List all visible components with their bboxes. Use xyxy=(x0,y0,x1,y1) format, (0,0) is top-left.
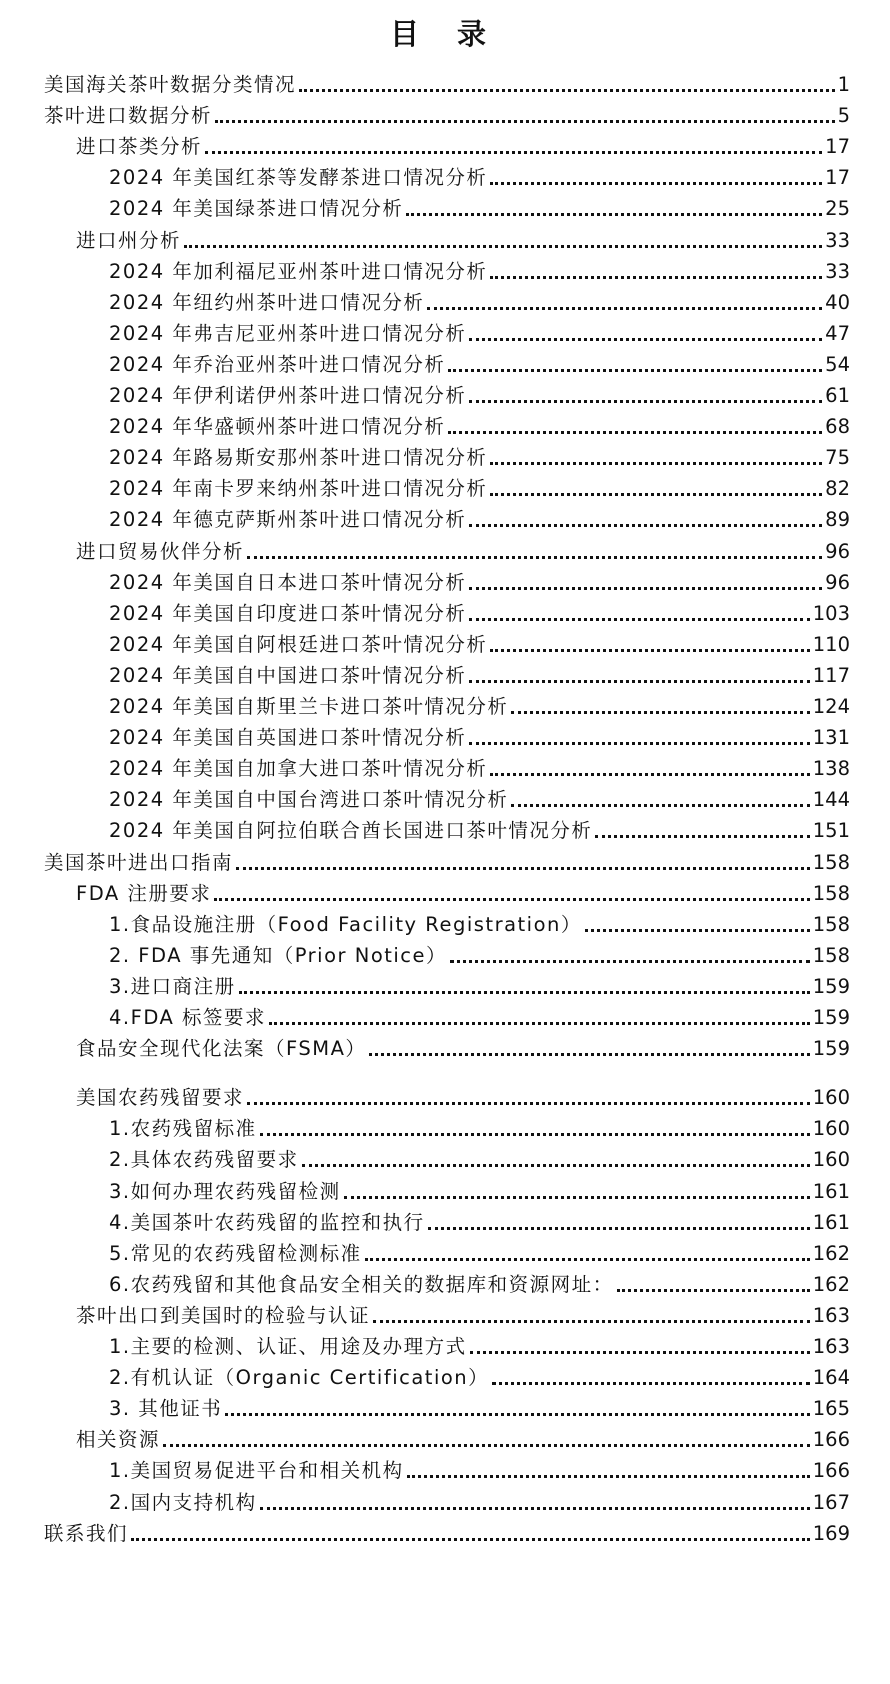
dot-leader xyxy=(373,1320,810,1323)
toc-entry-page-number: 160 xyxy=(812,1117,850,1141)
toc-entry-label: 2024 年美国自阿根廷进口茶叶情况分析 xyxy=(109,632,488,656)
dot-leader xyxy=(595,835,809,838)
toc-entry[interactable] xyxy=(109,378,850,408)
toc-entry[interactable] xyxy=(76,1080,850,1110)
toc-entry-label: 2024 年美国绿茶进口情况分析 xyxy=(109,197,404,221)
dot-leader xyxy=(469,400,822,403)
dot-leader xyxy=(407,1475,810,1478)
toc-entry-label: 联系我们 xyxy=(44,1521,129,1545)
toc-entry-label: 2.国内支持机构 xyxy=(109,1490,257,1514)
toc-entry[interactable] xyxy=(44,98,850,128)
toc-entry-label: 2024 年美国自斯里兰卡进口茶叶情况分析 xyxy=(109,695,509,718)
toc-entry[interactable] xyxy=(109,1000,850,1030)
toc-entry-label: 4.FDA 标签要求 xyxy=(109,1006,267,1029)
dot-leader xyxy=(302,1164,810,1167)
toc-entry[interactable] xyxy=(109,969,850,999)
dot-leader xyxy=(427,307,822,310)
toc-entry[interactable] xyxy=(109,1391,850,1421)
toc-entry-page-number: 1 xyxy=(837,73,850,96)
toc-entry-label: 3.如何办理农药残留检测 xyxy=(109,1179,341,1203)
toc-entry[interactable] xyxy=(109,1174,850,1204)
toc-entry-label: 进口茶类分析 xyxy=(76,135,203,159)
toc-entry-label: 茶叶进口数据分析 xyxy=(44,104,213,128)
dot-leader xyxy=(490,276,822,279)
toc-entry[interactable] xyxy=(44,67,850,97)
toc-entry-label: 食品安全现代化法案（FSMA） xyxy=(76,1037,367,1061)
toc-entry-page-number: 158 xyxy=(812,943,850,967)
toc-entry-page-number: 162 xyxy=(812,1241,850,1265)
toc-entry-page-number: 161 xyxy=(812,1210,850,1234)
toc-entry-page-number: 117 xyxy=(812,663,850,687)
toc-entry[interactable] xyxy=(109,409,850,439)
toc-entry-page-number: 25 xyxy=(825,197,850,221)
dot-leader xyxy=(260,1133,810,1136)
dot-leader xyxy=(490,649,809,652)
toc-entry-page-number: 54 xyxy=(825,352,850,376)
toc-entry-page-number: 110 xyxy=(812,632,850,656)
toc-entry-label: 4.美国茶叶农药残留的监控和执行 xyxy=(109,1210,425,1234)
toc-entry-label: 2024 年美国红茶等发酵茶进口情况分析 xyxy=(109,166,488,190)
toc-entry[interactable] xyxy=(109,347,850,377)
dot-leader xyxy=(344,1196,810,1199)
toc-entry-page-number: 151 xyxy=(812,819,850,843)
dot-leader xyxy=(469,618,809,621)
dot-leader xyxy=(163,1444,810,1447)
toc-entry[interactable] xyxy=(109,160,850,190)
toc-entry-label: 2024 年美国自中国进口茶叶情况分析 xyxy=(109,663,467,687)
toc-entry[interactable] xyxy=(76,1031,850,1061)
toc-entry-label: 进口贸易伙伴分析 xyxy=(76,539,245,563)
toc-entry[interactable] xyxy=(109,907,850,937)
dot-leader xyxy=(490,773,809,776)
toc-entry-page-number: 17 xyxy=(825,135,850,159)
dot-leader xyxy=(428,1227,810,1230)
toc-entry-page-number: 159 xyxy=(812,974,850,998)
toc-entry-label: 茶叶出口到美国时的检验与认证 xyxy=(76,1303,371,1327)
toc-entry[interactable] xyxy=(44,845,850,875)
toc-entry-page-number: 61 xyxy=(825,384,850,407)
dot-leader xyxy=(492,1382,810,1385)
toc-entry-label: 2024 年美国自中国台湾进口茶叶情况分析 xyxy=(109,788,509,812)
toc-entry-label: 1.农药残留标准 xyxy=(109,1117,257,1141)
toc-entry-page-number: 163 xyxy=(812,1303,850,1327)
toc-entry[interactable] xyxy=(76,876,850,906)
toc-entry-page-number: 169 xyxy=(812,1521,850,1545)
dot-leader xyxy=(469,680,809,683)
dot-leader xyxy=(470,1351,810,1354)
toc-entry-page-number: 131 xyxy=(812,726,850,750)
toc-entry-label: 2024 年美国自日本进口茶叶情况分析 xyxy=(109,570,467,594)
toc-entry-label: 相关资源 xyxy=(76,1428,161,1452)
dot-leader xyxy=(511,804,809,807)
dot-leader xyxy=(239,991,810,994)
toc-entry-page-number: 160 xyxy=(812,1148,850,1172)
toc-entry[interactable] xyxy=(109,751,850,781)
toc-entry-page-number: 17 xyxy=(825,166,850,190)
toc-entry[interactable] xyxy=(109,1360,850,1390)
toc-entry-label: 美国茶叶进出口指南 xyxy=(44,850,234,874)
toc-entry-page-number: 161 xyxy=(812,1179,850,1203)
toc-entry-label: 5.常见的农药残留检测标准 xyxy=(109,1241,362,1265)
toc-entry-page-number: 5 xyxy=(837,104,850,128)
toc-entry[interactable] xyxy=(109,1111,850,1141)
toc-entry-label: 3.进口商注册 xyxy=(109,974,236,998)
toc-entry-page-number: 68 xyxy=(825,415,850,439)
page-title: 目 录 xyxy=(389,17,501,51)
toc-entry-label: 2024 年伊利诺伊州茶叶进口情况分析 xyxy=(109,384,467,407)
toc-entry-page-number: 33 xyxy=(825,259,850,283)
toc-entry-label: 2024 年德克萨斯州茶叶进口情况分析 xyxy=(109,508,467,532)
dot-leader xyxy=(448,431,822,434)
toc-entry-page-number: 158 xyxy=(812,850,850,874)
toc-entry-page-number: 163 xyxy=(812,1335,850,1358)
toc-entry-page-number: 159 xyxy=(812,1037,850,1061)
toc-entry[interactable] xyxy=(109,782,850,812)
toc-entry[interactable] xyxy=(109,938,850,968)
toc-entry-page-number: 167 xyxy=(812,1490,850,1514)
toc-entry[interactable] xyxy=(109,1453,850,1483)
toc-entry[interactable] xyxy=(109,471,850,501)
toc-entry-page-number: 144 xyxy=(812,788,850,812)
toc-entry-page-number: 96 xyxy=(825,539,850,563)
dot-leader xyxy=(469,338,822,341)
dot-leader xyxy=(225,1413,809,1416)
toc-entry-label: 3. 其他证书 xyxy=(109,1397,223,1421)
toc-entry[interactable] xyxy=(44,1516,850,1546)
toc-entry-label: 美国农药残留要求 xyxy=(76,1086,245,1110)
toc-entry[interactable] xyxy=(76,1298,850,1328)
toc-entry-label: 1.主要的检测、认证、用途及办理方式 xyxy=(109,1335,467,1358)
toc-entry[interactable] xyxy=(76,129,850,159)
toc-entry[interactable] xyxy=(109,596,850,626)
toc-entry-label: 2024 年美国自英国进口茶叶情况分析 xyxy=(109,726,467,750)
dot-leader xyxy=(365,1258,810,1261)
toc-entry-label: 2024 年美国自加拿大进口茶叶情况分析 xyxy=(109,757,488,781)
toc-entry-label: 2024 年南卡罗来纳州茶叶进口情况分析 xyxy=(109,477,488,501)
dot-leader xyxy=(215,120,835,123)
dot-leader xyxy=(511,711,809,714)
toc-entry-page-number: 138 xyxy=(812,757,850,781)
dot-leader xyxy=(214,898,809,901)
toc-entry[interactable] xyxy=(109,1329,850,1359)
dot-leader xyxy=(236,867,810,870)
toc-entry-label: 2024 年加利福尼亚州茶叶进口情况分析 xyxy=(109,259,488,283)
toc-entry-page-number: 165 xyxy=(812,1397,850,1421)
toc-entry[interactable] xyxy=(109,440,850,470)
toc-entry-page-number: 162 xyxy=(812,1272,850,1296)
toc-entry[interactable] xyxy=(109,627,850,657)
dot-leader xyxy=(490,493,822,496)
dot-leader xyxy=(490,182,822,185)
toc-entry-page-number: 158 xyxy=(812,881,850,905)
toc-entry-label: 2024 年路易斯安那州茶叶进口情况分析 xyxy=(109,446,488,470)
toc-entry[interactable] xyxy=(109,1485,850,1515)
dot-leader xyxy=(469,524,822,527)
toc-entry-page-number: 82 xyxy=(825,477,850,501)
toc-entry-page-number: 160 xyxy=(812,1086,850,1110)
toc-entry-label: 美国海关茶叶数据分类情况 xyxy=(44,73,297,96)
toc-entry-label: 2024 年纽约州茶叶进口情况分析 xyxy=(109,290,425,314)
dot-leader xyxy=(490,462,822,465)
toc-entry-label: FDA 注册要求 xyxy=(76,881,212,905)
toc-entry-page-number: 166 xyxy=(812,1428,850,1452)
toc-entry-page-number: 166 xyxy=(812,1459,850,1483)
dot-leader xyxy=(450,960,810,963)
toc-entry[interactable] xyxy=(109,1205,850,1235)
toc-entry[interactable] xyxy=(109,658,850,688)
toc-entry-label: 2024 年乔治亚州茶叶进口情况分析 xyxy=(109,352,446,376)
toc-entry-page-number: 103 xyxy=(812,601,850,625)
dot-leader xyxy=(299,89,835,92)
dot-leader xyxy=(247,556,822,559)
toc-entry[interactable] xyxy=(109,1142,850,1172)
toc-entry-label: 2024 年华盛顿州茶叶进口情况分析 xyxy=(109,415,446,439)
toc-entry[interactable] xyxy=(76,1422,850,1452)
toc-entry-label: 2024 年美国自印度进口茶叶情况分析 xyxy=(109,601,467,625)
toc-entry-page-number: 40 xyxy=(825,290,850,314)
toc-entry-label: 1.食品设施注册（Food Facility Registration） xyxy=(109,912,582,936)
toc-entry-label: 进口州分析 xyxy=(76,228,182,252)
toc-entry[interactable] xyxy=(76,534,850,564)
dot-leader xyxy=(184,245,822,248)
toc-entry-label: 1.美国贸易促进平台和相关机构 xyxy=(109,1459,404,1483)
toc-entry-page-number: 164 xyxy=(812,1366,850,1390)
toc-entry[interactable] xyxy=(109,720,850,750)
dot-leader xyxy=(260,1507,810,1510)
toc-entry-page-number: 158 xyxy=(812,912,850,936)
toc-entry[interactable] xyxy=(109,1267,850,1297)
toc-entry-label: 2.具体农药残留要求 xyxy=(109,1148,299,1172)
dot-leader xyxy=(131,1538,810,1541)
toc-entry-label: 6.农药残留和其他食品安全相关的数据库和资源网址： xyxy=(109,1272,614,1296)
toc-entry[interactable] xyxy=(109,502,850,532)
toc-entry[interactable] xyxy=(109,191,850,221)
toc-entry[interactable] xyxy=(109,1236,850,1266)
toc-entry-page-number: 124 xyxy=(812,695,850,718)
toc-entry-page-number: 159 xyxy=(812,1006,850,1029)
toc-entry[interactable] xyxy=(109,689,850,719)
dot-leader xyxy=(269,1022,810,1025)
dot-leader xyxy=(205,151,822,154)
toc-entry-label: 2024 年弗吉尼亚州茶叶进口情况分析 xyxy=(109,321,467,345)
toc-entry[interactable] xyxy=(109,254,850,284)
toc-entry[interactable] xyxy=(76,223,850,253)
toc-entry[interactable] xyxy=(109,813,850,843)
toc-entry-page-number: 33 xyxy=(825,228,850,252)
dot-leader xyxy=(617,1289,810,1292)
dot-leader xyxy=(406,213,822,216)
dot-leader xyxy=(585,929,810,932)
toc-entry-label: 2024 年美国自阿拉伯联合酋长国进口茶叶情况分析 xyxy=(109,819,593,843)
dot-leader xyxy=(369,1053,809,1056)
toc-entry[interactable] xyxy=(109,285,850,315)
dot-leader xyxy=(469,587,822,590)
dot-leader xyxy=(469,742,809,745)
toc-entry-label: 2. FDA 事先通知（Prior Notice） xyxy=(109,943,448,967)
toc-entry[interactable] xyxy=(109,565,850,595)
dot-leader xyxy=(247,1102,810,1105)
toc-entry-page-number: 89 xyxy=(825,508,850,532)
toc-entry-label: 2.有机认证（Organic Certification） xyxy=(109,1366,490,1390)
toc-entry-page-number: 75 xyxy=(825,446,850,470)
dot-leader xyxy=(448,369,822,372)
toc-entry-page-number: 96 xyxy=(825,570,850,594)
toc-entry-page-number: 47 xyxy=(825,321,850,345)
toc-entry[interactable] xyxy=(109,316,850,346)
